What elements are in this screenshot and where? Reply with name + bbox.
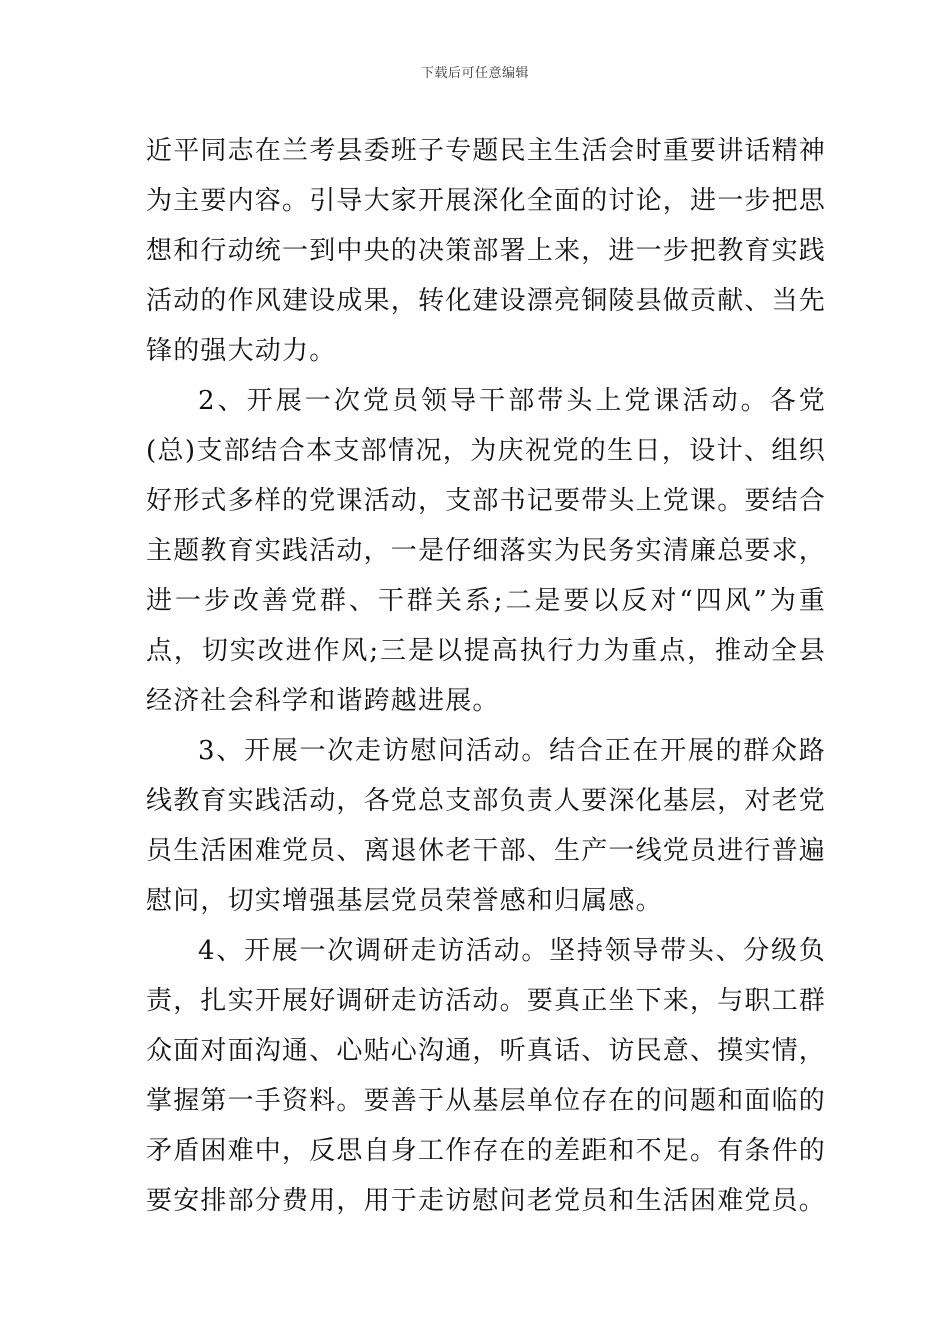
paragraph-item-3: 3、开展一次走访慰问活动。结合正在开展的群众路线教育实践活动，各党总支部负责人要深化基层，对老党员生活困难党员、离退休老干部、生产一线党员进行普遍慰问，切实增强基层党员荣誉感和归属感。: [146, 736, 827, 916]
paragraph-continuation: 近平同志在兰考县委班子专题民主生活会时重要讲话精神为主要内容。引导大家开展深化全面的讨论，进一步把思想和行动统一到中央的决策部署上来，进一步把教育实践活动的作风建设成果，转化建设漂亮铜陵县做贡献、当先锋的强大动力。: [146, 136, 827, 366]
paragraph-item-4: 4、开展一次调研走访活动。坚持领导带头、分级负责，扎实开展好调研走访活动。要真正坐下来，与职工群众面对面沟通、心贴心沟通，听真话、访民意、摸实情，掌握第一手资料。要善于从基层单位存在的问题和面临的矛盾困难中，反思自身工作存在的差距和不足。有条件的要安排部分费用，用于走访慰问老党员和生活困难党员。: [146, 936, 827, 1216]
header-note: 下载后可任意编辑: [420, 66, 529, 81]
paragraph-item-2: 2、开展一次党员领导干部带头上党课活动。各党(总)支部结合本支部情况，为庆祝党的生日，设计、组织好形式多样的党课活动，支部书记要带头上党课。要结合主题教育实践活动，一是仔细落实为民务实清廉总要求，进一步改善党群、干群关系;二是要以反对“四风”为重点，切实改进作风;三是以提高执行力为重点，推动全县经济社会科学和谐跨越进展。: [146, 386, 827, 716]
document-body: [146, 126, 826, 1226]
